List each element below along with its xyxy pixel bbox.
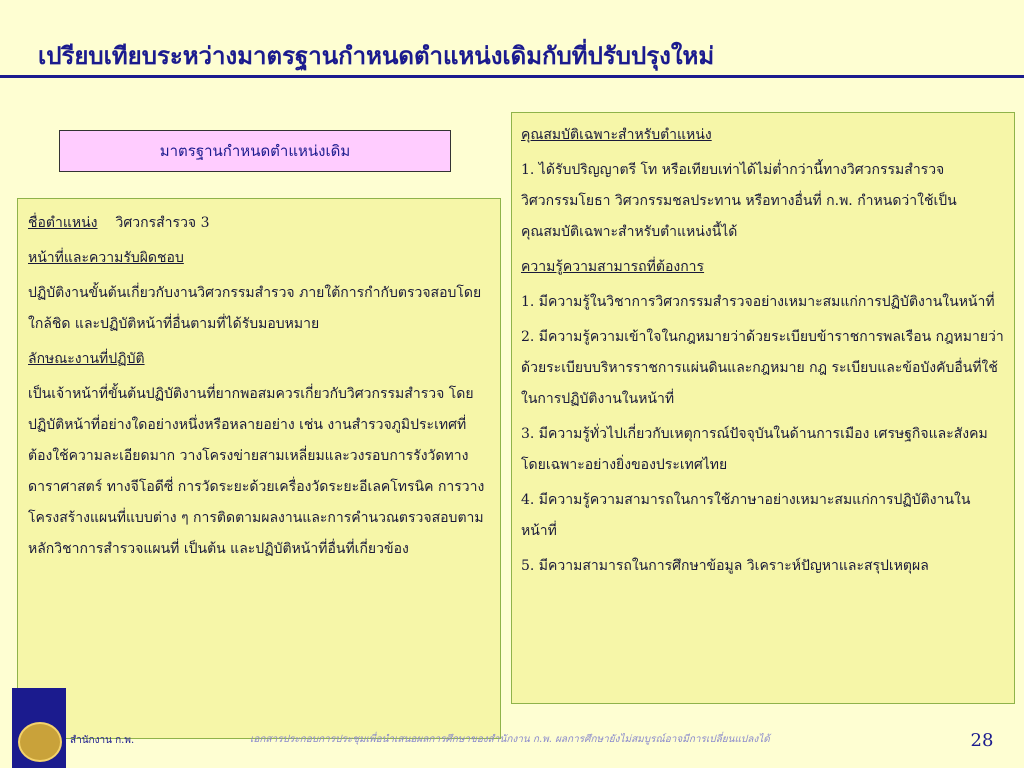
seal-icon — [18, 722, 62, 762]
duties-text: ปฏิบัติงานขั้นต้นเกี่ยวกับงานวิศวกรรมสำรวจ ภายใต้การกำกับตรวจสอบโดยใกล้ชิด และปฏิบัติหน้าที่อื่นตามที่ได้รับมอบหมาย — [28, 285, 482, 332]
position-label: ชื่อตำแหน่ง — [28, 215, 98, 231]
work-heading: ลักษณะงานที่ปฏิบัติ — [28, 351, 145, 367]
work-text: เป็นเจ้าหน้าที่ขั้นต้นปฏิบัติงานที่ยากพอสมควรเกี่ยวกับวิศวกรรมสำรวจ โดยปฏิบัติหน้าที่อย่างใดอย่างหนึ่งหรือหลายอย่าง เช่น งานสำรวจภูมิประเทศที่ต้องใช้ความละเอียดมาก วางโครงข่ายสามเหลี่ยมและวงรอบการรังวัดทางดาราศาสตร์ ทางจีโอดีซี่ การวัดระยะด้วยเครื่องวัดระยะอีเลคโทรนิค การวางโครงสร้างแผนที่แบบต่าง ๆ การติดตามผลงานและการคำนวณตรวจสอบตามหลักวิชาการสำรวจแผนที่ เป็นต้น และปฏิบัติหน้าที่อื่นที่เกี่ยวข้อง — [28, 386, 485, 557]
position-row — [28, 208, 490, 239]
knowledge-item: 4. มีความรู้ความสามารถในการใช้ภาษาอย่างเหมาะสมแก่การปฏิบัติงานในหน้าที่ — [521, 492, 971, 539]
ocsc-logo — [12, 688, 66, 768]
knowledge-item: 1. มีความรู้ในวิชาการวิศวกรรมสำรวจอย่างเหมาะสมแก่การปฏิบัติงานในหน้าที่ — [521, 294, 995, 310]
old-standard-heading: มาตรฐานกำหนดตำแหน่งเดิม — [159, 142, 351, 160]
left-panel — [17, 198, 501, 739]
duties-heading: หน้าที่และความรับผิดชอบ — [28, 250, 184, 266]
position-value: วิศวกรสำรวจ 3 — [115, 215, 210, 231]
qualification-item: 1. ได้รับปริญญาตรี โท หรือเทียบเท่าได้ไม่ต่ำกว่านี้ทางวิศวกรรมสำรวจ วิศวกรรมโยธา วิศวกรรมชลประทาน หรือทางอื่นที่ ก.พ. กำหนดว่าใช้เป็นคุณสมบัติเฉพาะสำหรับตำแหน่งนี้ได้ — [521, 162, 957, 240]
knowledge-item: 5. มีความสามารถในการศึกษาข้อมูล วิเคราะห์ปัญหาและสรุปเหตุผล — [521, 558, 929, 574]
knowledge-heading: ความรู้ความสามารถที่ต้องการ — [521, 259, 705, 275]
right-panel — [511, 112, 1015, 704]
old-standard-heading-box — [59, 130, 451, 172]
footer-note: เอกสารประกอบการประชุมเพื่อนำเสนอผลการศึกษาของสำนักงาน ก.พ. ผลการศึกษายังไม่สมบูรณ์อาจมีการเปลี่ยนแปลงได้ — [250, 734, 770, 745]
qualification-heading: คุณสมบัติเฉพาะสำหรับตำแหน่ง — [521, 127, 712, 143]
title-divider — [0, 75, 1024, 78]
knowledge-item: 2. มีความรู้ความเข้าใจในกฎหมายว่าด้วยระเบียบข้าราชการพลเรือน กฎหมายว่าด้วยระเบียบบริหารราชการแผ่นดินและกฎหมาย กฎ ระเบียบและข้อบังคับอื่นที่ใช้ในการปฏิบัติงานในหน้าที่ — [521, 329, 1004, 407]
slide-title: เปรียบเทียบระหว่างมาตรฐานกำหนดตำแหน่งเดิมกับที่ปรับปรุงใหม่ — [38, 42, 715, 70]
page-number: 28 — [970, 732, 994, 751]
knowledge-item: 3. มีความรู้ทั่วไปเกี่ยวกับเหตุการณ์ปัจจุบันในด้านการเมือง เศรษฐกิจและสังคม โดยเฉพาะอย่างยิ่งของประเทศไทย — [521, 426, 988, 473]
org-label: สำนักงาน ก.พ. — [70, 735, 135, 746]
